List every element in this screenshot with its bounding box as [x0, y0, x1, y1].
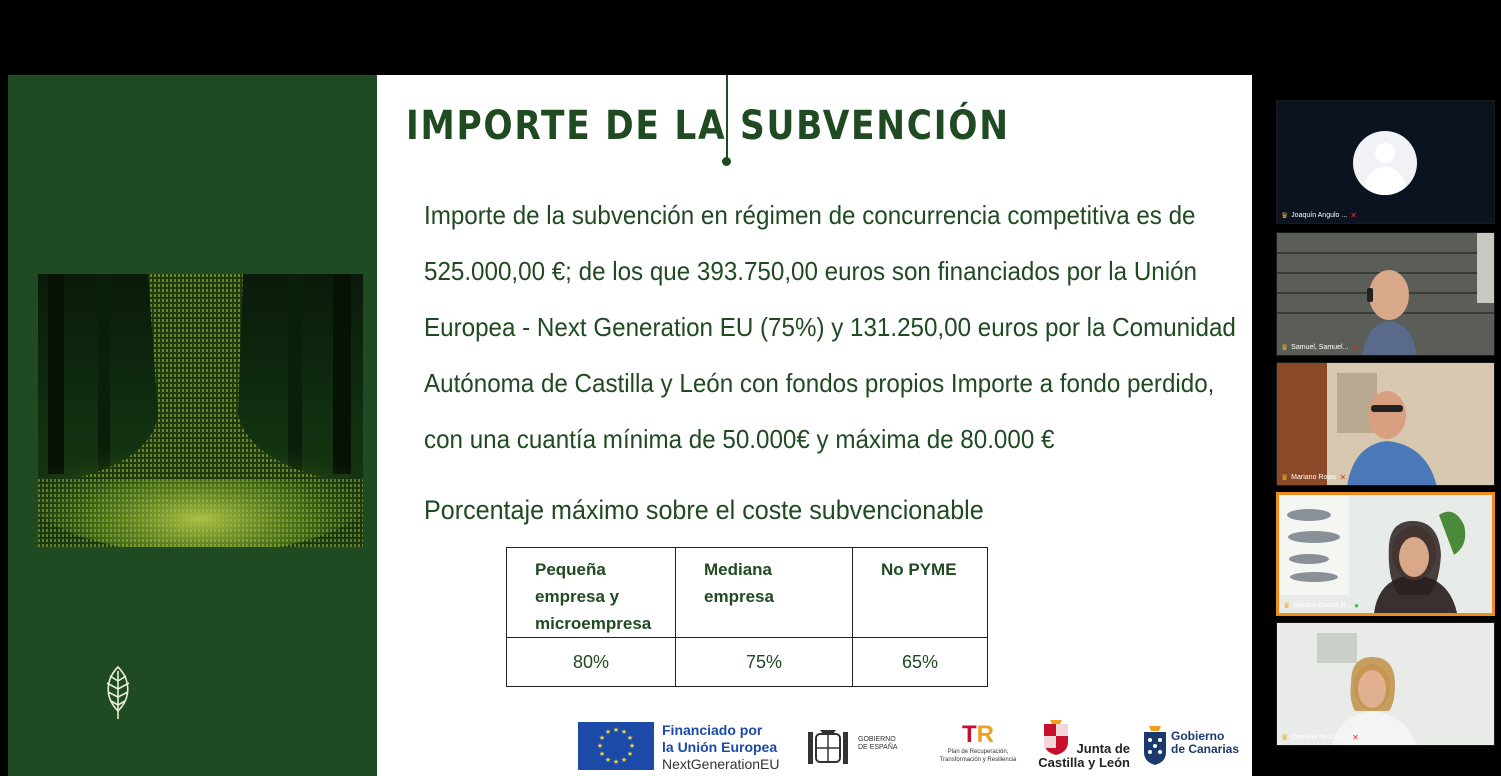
table-header-row	[507, 548, 988, 638]
host-crown-icon: ♛	[1281, 733, 1289, 742]
host-crown-icon: ♛	[1281, 211, 1289, 220]
table-cell: 80%	[507, 638, 676, 687]
prtr-text-line: Plan de Recuperación,	[947, 749, 1009, 755]
body-line: Europea - Next Generation EU (75%) y 131.250,00 euros por la Comunidad	[424, 312, 1236, 342]
svg-text:★: ★	[628, 742, 636, 750]
participant-video-frame	[1277, 363, 1495, 486]
canarias-text-line: de Canarias	[1171, 742, 1240, 756]
svg-text:★: ★	[620, 756, 628, 764]
participant-video-frame	[1279, 495, 1492, 613]
default-avatar-icon	[1353, 131, 1417, 195]
svg-text:★: ★	[626, 734, 634, 742]
participant-label	[1281, 733, 1359, 742]
table-row	[507, 638, 988, 687]
mic-muted-icon: ✕	[1339, 473, 1347, 482]
participant-name: Carolina de Cast...	[1291, 734, 1350, 741]
svg-text:★: ★	[596, 742, 604, 750]
host-crown-icon: ♛	[1281, 343, 1289, 352]
participant-tile[interactable]	[1276, 362, 1495, 486]
prtr-mark-icon: TR	[961, 721, 994, 748]
canarias-text-line: Gobierno	[1171, 729, 1225, 743]
svg-text:★: ★	[612, 758, 620, 766]
participant-name: Joaquín Angulo ...	[1291, 212, 1348, 219]
svg-text:★: ★	[626, 750, 634, 758]
participant-name: Mariano Rojas	[1291, 474, 1337, 481]
spain-coat-of-arms-icon	[806, 726, 850, 768]
percentage-table	[506, 547, 988, 687]
table-header-cell: No PYME	[853, 548, 988, 638]
participant-label	[1281, 473, 1346, 482]
table-cell: 75%	[676, 638, 853, 687]
gobierno-canarias-logo	[1143, 726, 1248, 770]
leaf-icon	[98, 665, 138, 721]
gobierno-espana-logo	[806, 726, 901, 768]
participant-label	[1281, 343, 1358, 352]
mic-muted-icon: ✕	[1350, 211, 1357, 220]
mic-muted-icon: ✕	[1351, 343, 1359, 352]
eu-funding-text	[662, 722, 780, 773]
svg-text:★: ★	[604, 756, 612, 764]
funding-logos-bar	[578, 720, 1248, 772]
eu-text-line: NextGenerationEU	[662, 756, 780, 772]
slide-subtitle: Porcentaje máximo sobre el coste subvencionable	[424, 495, 984, 525]
body-line: Autónoma de Castilla y León con fondos propios Importe a fondo perdido,	[424, 368, 1215, 398]
body-line: Importe de la subvención en régimen de concurrencia competitiva es de	[424, 200, 1196, 230]
svg-text:★: ★	[598, 750, 606, 758]
table-cell: 65%	[853, 638, 988, 687]
participant-tile-active-speaker[interactable]	[1276, 492, 1495, 616]
mic-active-icon: ●	[1354, 601, 1359, 610]
participant-tile[interactable]	[1276, 622, 1495, 746]
eu-text-line: Financiado por	[662, 722, 763, 738]
jcyl-text	[1030, 742, 1130, 770]
prtr-logo	[918, 722, 1038, 770]
jcyl-text-line: Castilla y León	[1038, 755, 1130, 770]
text-cursor-dot	[722, 157, 731, 166]
participant-label	[1281, 211, 1357, 220]
eu-text-line: la Unión Europea	[662, 739, 778, 755]
svg-text:★: ★	[598, 734, 606, 742]
svg-text:★: ★	[612, 726, 620, 734]
canarias-shield-icon	[1143, 726, 1167, 766]
forest-tree-image	[38, 274, 363, 547]
participant-tile[interactable]	[1276, 232, 1495, 356]
svg-text:★: ★	[620, 728, 628, 736]
host-crown-icon: ♛	[1281, 473, 1289, 482]
participant-tile[interactable]	[1276, 100, 1495, 224]
participant-video-frame	[1277, 623, 1495, 746]
slide-title: IMPORTE DE LA SUBVENCIÓN	[406, 103, 1010, 149]
participant-video-frame	[1277, 233, 1495, 356]
slide-body-text	[424, 187, 1236, 467]
mic-muted-icon: ✕	[1352, 733, 1359, 742]
body-line: 525.000,00 €; de los que 393.750,00 euros son financiados por la Unión	[424, 256, 1198, 286]
body-line: con una cuantía mínima de 50.000€ y máxima de 80.000 €	[424, 424, 1055, 454]
shared-slide	[8, 75, 1252, 776]
host-crown-icon: ♛	[1283, 601, 1291, 610]
participant-name: Samuel, Samuel...	[1291, 344, 1349, 351]
table-header-cell: Mediana empresa	[676, 548, 853, 638]
prtr-text-line: Transformación y Resiliencia	[939, 757, 1017, 763]
participant-name: Mónica García B...	[1293, 602, 1352, 609]
jcyl-text-line: Junta de	[1076, 741, 1130, 756]
eu-flag-icon	[578, 722, 654, 770]
canarias-text	[1171, 730, 1239, 756]
participant-label	[1283, 601, 1359, 610]
slide-side-panel	[8, 75, 377, 776]
table-header-cell: Pequeña empresa y microempresa	[507, 548, 676, 638]
gobierno-espana-text: GOBIERNO DE ESPAÑA	[858, 736, 898, 751]
svg-text:★: ★	[604, 728, 612, 736]
junta-castilla-leon-logo	[1036, 720, 1131, 770]
